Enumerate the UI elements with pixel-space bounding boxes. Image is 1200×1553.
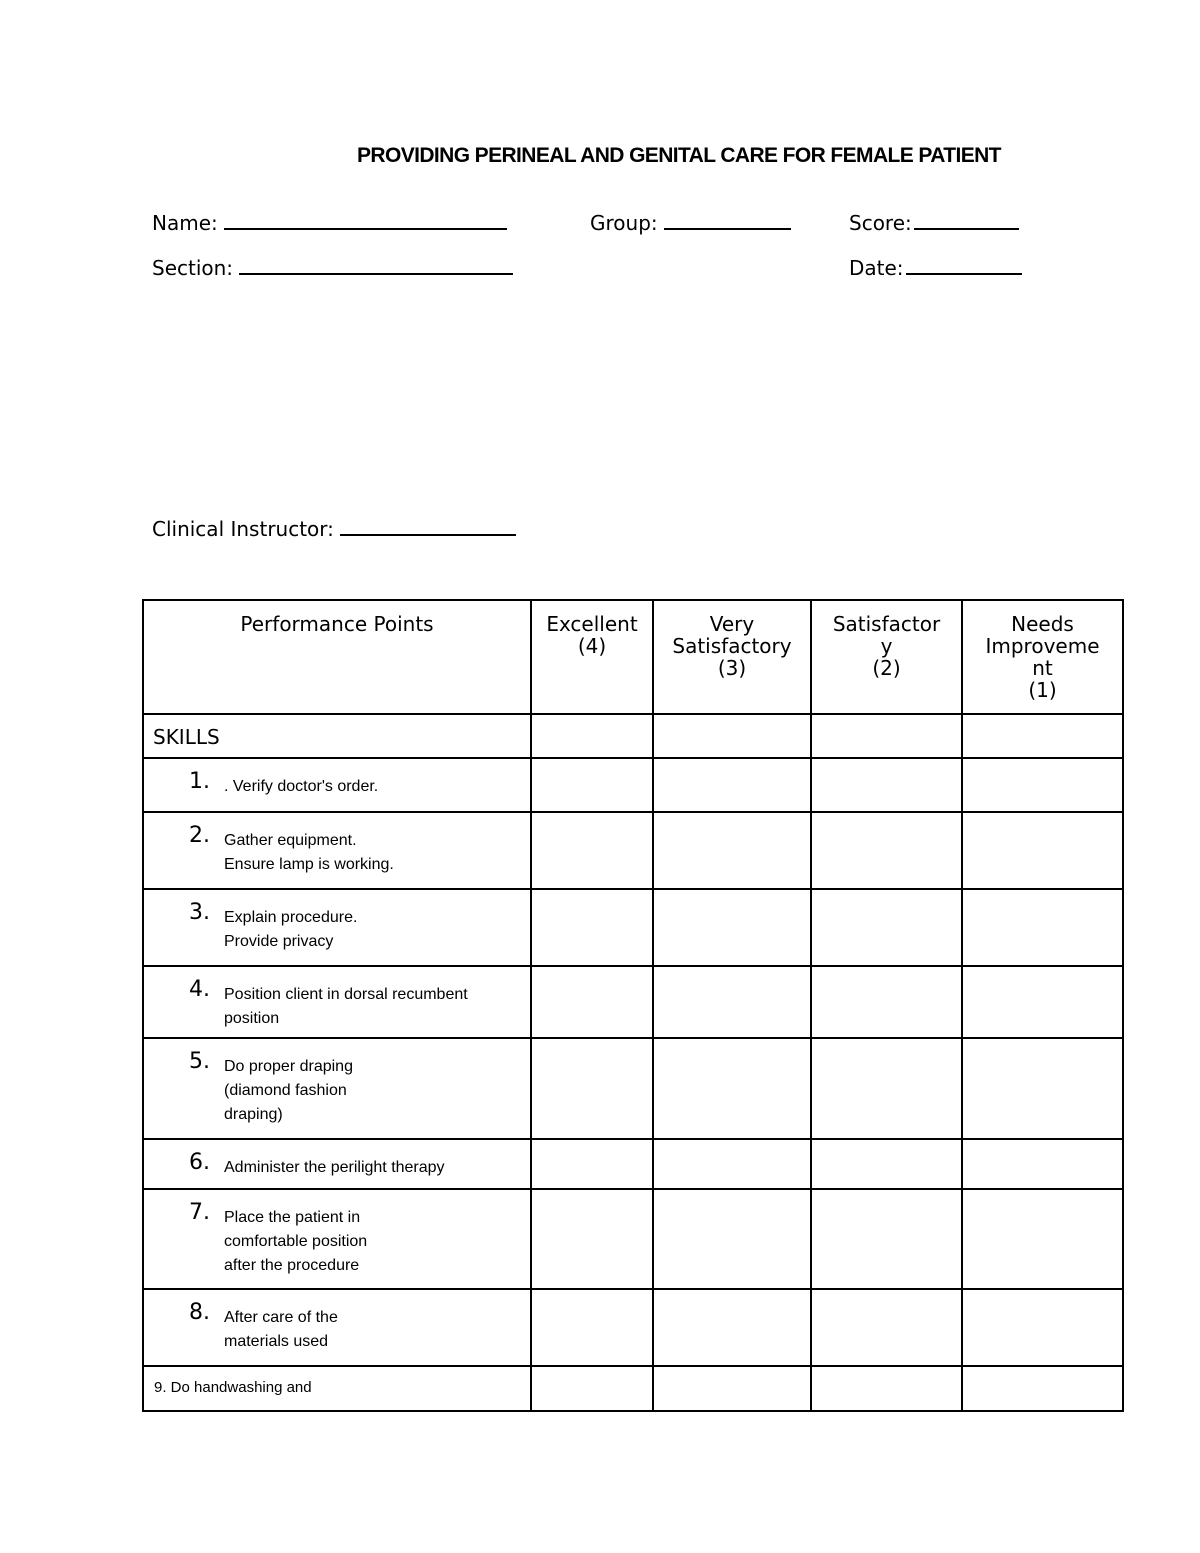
rating-cell[interactable]	[653, 1038, 811, 1139]
step-cell	[143, 889, 531, 966]
step-text: After care of the materials used	[224, 1309, 338, 1350]
step-number: 8.	[189, 1300, 210, 1325]
step-cell	[143, 1189, 531, 1289]
step-cell	[143, 966, 531, 1038]
header-needs-improvement: Needs Improveme nt (1)	[962, 600, 1123, 714]
rating-cell[interactable]	[962, 1139, 1123, 1189]
rating-cell[interactable]	[531, 1189, 653, 1289]
date-blank[interactable]	[906, 255, 1022, 275]
rating-cell[interactable]	[811, 714, 962, 758]
clinical-instructor-field[interactable]	[152, 516, 516, 541]
rating-cell[interactable]	[653, 758, 811, 812]
rating-cell[interactable]	[531, 1038, 653, 1139]
rating-cell[interactable]	[962, 812, 1123, 889]
rating-cell[interactable]	[811, 1189, 962, 1289]
rating-cell[interactable]	[811, 966, 962, 1038]
step-number: 3.	[189, 900, 210, 925]
header-performance-points: Performance Points	[143, 600, 531, 714]
score-field[interactable]	[849, 210, 1019, 235]
step-text: 9. Do handwashing and	[143, 1366, 531, 1411]
step-row	[143, 1289, 1123, 1366]
section-blank[interactable]	[239, 255, 513, 275]
step-cell	[143, 1038, 531, 1139]
step-row	[143, 1366, 1123, 1411]
rating-cell[interactable]	[962, 714, 1123, 758]
rating-cell[interactable]	[653, 812, 811, 889]
rating-cell[interactable]	[531, 758, 653, 812]
rating-cell[interactable]	[962, 966, 1123, 1038]
step-row	[143, 1139, 1123, 1189]
step-text: Gather equipment. Ensure lamp is working.	[224, 832, 394, 873]
rating-cell[interactable]	[962, 1289, 1123, 1366]
rating-cell[interactable]	[653, 714, 811, 758]
rating-cell[interactable]	[653, 1366, 811, 1411]
skills-label: SKILLS	[143, 714, 531, 758]
rating-cell[interactable]	[653, 889, 811, 966]
rating-cell[interactable]	[531, 1139, 653, 1189]
step-text: Position client in dorsal recumbent position	[224, 986, 468, 1027]
step-row	[143, 812, 1123, 889]
rating-cell[interactable]	[811, 758, 962, 812]
header-row	[143, 600, 1123, 714]
rating-cell[interactable]	[811, 889, 962, 966]
section-row-skills	[143, 714, 1123, 758]
date-label: Date:	[849, 256, 904, 280]
step-text: Explain procedure. Provide privacy	[224, 909, 358, 950]
group-field[interactable]	[590, 210, 791, 235]
rating-cell[interactable]	[962, 889, 1123, 966]
rating-cell[interactable]	[962, 1366, 1123, 1411]
rating-cell[interactable]	[962, 758, 1123, 812]
rating-cell[interactable]	[531, 1289, 653, 1366]
rating-cell[interactable]	[531, 966, 653, 1038]
rating-cell[interactable]	[653, 966, 811, 1038]
form-title: PROVIDING PERINEAL AND GENITAL CARE FOR FEMALE PATIENT	[357, 144, 1001, 167]
step-text: . Verify doctor's order.	[224, 778, 379, 795]
rating-cell[interactable]	[962, 1189, 1123, 1289]
rubric-table	[142, 599, 1124, 1412]
step-text: Do proper draping (diamond fashion draping)	[224, 1058, 353, 1123]
step-number: 7.	[189, 1200, 210, 1225]
header-excellent: Excellent (4)	[531, 600, 653, 714]
step-cell	[143, 758, 531, 812]
rating-cell[interactable]	[811, 1139, 962, 1189]
date-field[interactable]	[849, 255, 1022, 280]
rating-cell[interactable]	[531, 714, 653, 758]
step-number: 6.	[189, 1150, 210, 1175]
name-field[interactable]	[152, 210, 507, 235]
rating-cell[interactable]	[531, 1366, 653, 1411]
rating-cell[interactable]	[653, 1189, 811, 1289]
rating-cell[interactable]	[531, 812, 653, 889]
group-label: Group:	[590, 211, 658, 235]
rating-cell[interactable]	[811, 1038, 962, 1139]
rating-cell[interactable]	[811, 1289, 962, 1366]
header-very-satisfactory: Very Satisfactory (3)	[653, 600, 811, 714]
step-text: Place the patient in comfortable position after the procedure	[224, 1209, 368, 1274]
step-number: 1.	[189, 769, 210, 794]
step-number: 2.	[189, 823, 210, 848]
clinical-instructor-label: Clinical Instructor:	[152, 517, 334, 541]
score-label: Score:	[849, 211, 912, 235]
name-label: Name:	[152, 211, 218, 235]
rating-cell[interactable]	[653, 1289, 811, 1366]
header-satisfactory: Satisfactor y (2)	[811, 600, 962, 714]
score-blank[interactable]	[914, 210, 1019, 230]
step-row	[143, 966, 1123, 1038]
section-label: Section:	[152, 256, 234, 280]
step-number: 5.	[189, 1049, 210, 1074]
clinical-instructor-blank[interactable]	[340, 516, 516, 536]
rating-cell[interactable]	[962, 1038, 1123, 1139]
rating-cell[interactable]	[811, 1366, 962, 1411]
step-row	[143, 758, 1123, 812]
step-cell	[143, 1139, 531, 1189]
rating-cell[interactable]	[531, 889, 653, 966]
group-blank[interactable]	[664, 210, 791, 230]
rating-cell[interactable]	[653, 1139, 811, 1189]
step-row	[143, 1189, 1123, 1289]
step-text: Administer the perilight therapy	[224, 1159, 445, 1176]
rating-cell[interactable]	[811, 812, 962, 889]
step-cell	[143, 1289, 531, 1366]
step-cell	[143, 812, 531, 889]
section-field[interactable]	[152, 255, 513, 280]
step-row	[143, 889, 1123, 966]
step-number: 4.	[189, 977, 210, 1002]
name-blank[interactable]	[224, 210, 507, 230]
step-row	[143, 1038, 1123, 1139]
